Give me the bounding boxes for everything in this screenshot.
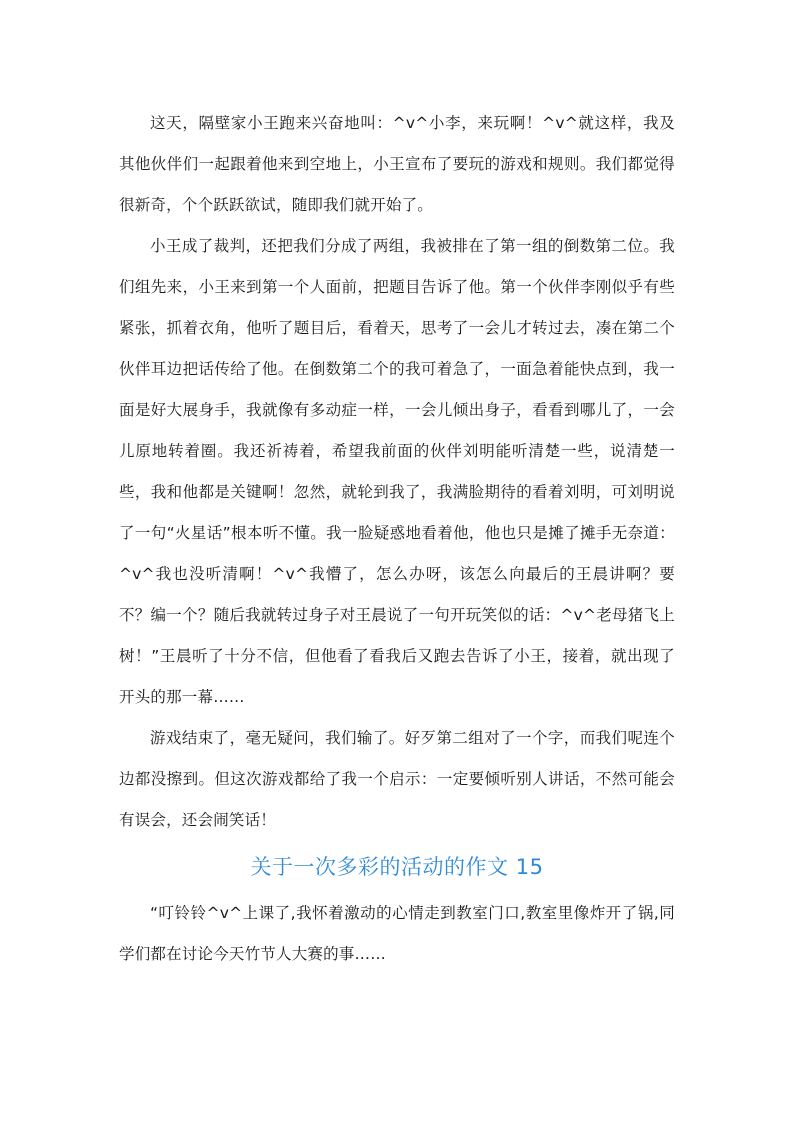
document-body: [119, 103, 675, 975]
paragraph-next-essay-opening: “叮铃铃^v^上课了,我怀着激动的心情走到教室门口,教室里像炸开了锅,同学们都在讨论今天竹节人大赛的事……: [119, 904, 675, 963]
paragraph-intro: 这天，隔壁家小王跑来兴奋地叫：^v^小李，来玩啊！^v^就这样，我及其他伙伴们一起跟着他来到空地上，小王宣布了要玩的游戏和规则。我们都觉得很新奇，个个跃跃欲试，随即我们就开始了。: [119, 114, 675, 214]
paragraph-conclusion: 游戏结束了，毫无疑问，我们输了。好歹第二组对了一个字，而我们呢连个边都没擦到。但这次游戏都给了我一个启示：一定要倾听别人讲话，不然可能会有误会，还会闹笑话！: [119, 729, 675, 829]
section-heading: 关于一次多彩的活动的作文 15: [250, 855, 544, 879]
paragraph-game-story: 小王成了裁判，还把我们分成了两组，我被排在了第一组的倒数第二位。我们组先来，小王来到第一个人面前，把题目告诉了他。第一个伙伴李刚似乎有些紧张，抓着衣角，他听了题目后，看着天，思考了一会儿才转过去，凑在第二个伙伴耳边把话传给了他。在倒数第二个的我可着急了，一面急着能快点到，我一面是好大展身手，我就像有多动症一样，一会儿倾出身子，看看到哪儿了，一会儿原地转着圈。我还祈祷着，希望我前面的伙伴刘明能听清楚一些，说清楚一些，我和他都是关键啊！忽然，就轮到我了，我满脸期待的看着刘明，可刘明说了一句“火星话”根本听不懂。我一脸疑惑地看着他，他也只是摊了摊手无奈道：^v^我也没听清啊！^v^我懵了，怎么办呀，该怎么向最后的王晨讲啊？要不？编一个？随后我就转过身子对王晨说了一句开玩笑似的话：^v^老母猪飞上树！”王晨听了十分不信，但他看了看我后又跑去告诉了小王，接着，就出现了开头的那一幕……: [119, 237, 675, 706]
